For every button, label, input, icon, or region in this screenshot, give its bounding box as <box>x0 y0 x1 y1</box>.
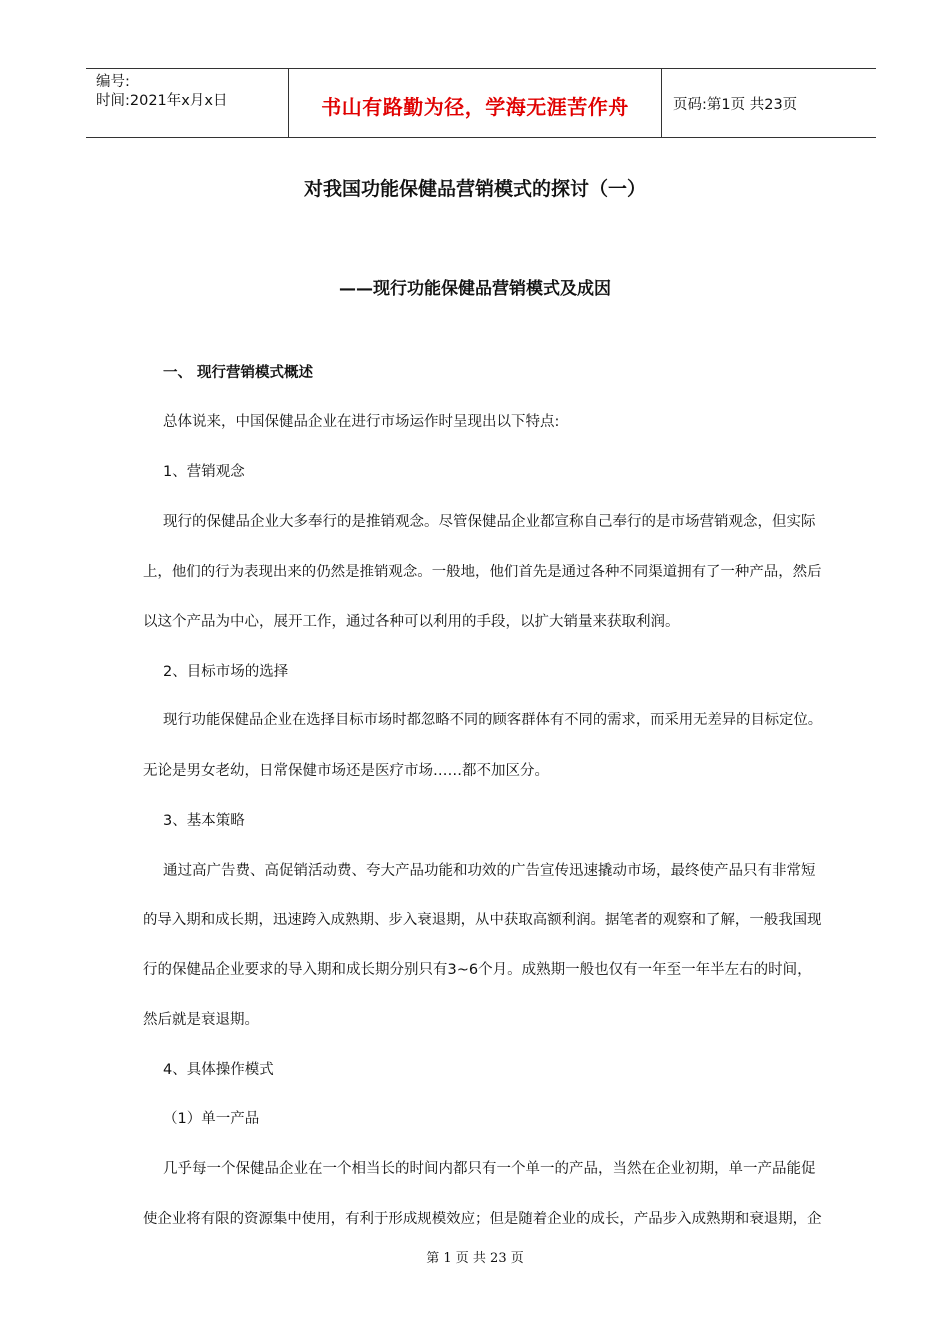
paragraph-line: 几乎每一个保健品企业在一个相当长的时间内都只有一个单一的产品，当然在企业初期，单一产品能促 <box>163 1161 816 1177</box>
paragraph-line: 以这个产品为中心，展开工作，通过各种可以利用的手段，以扩大销量来获取利润。 <box>143 614 680 630</box>
page-footer: 第 1 页 共 23 页 <box>426 1251 524 1266</box>
paragraph-line: 使企业将有限的资源集中使用，有利于形成规模效应；但是随着企业的成长，产品步入成熟期和衰退期，企 <box>143 1211 822 1227</box>
subsection-heading: 3、基本策略 <box>163 813 245 829</box>
subsection-heading: 4、具体操作模式 <box>163 1062 274 1078</box>
paragraph-line: 现行功能保健品企业在选择目标市场时都忽略不同的顾客群体有不同的需求，而采用无差异的目标定位。 <box>163 712 823 728</box>
page-info: 页码:第1页 共23页 <box>673 97 798 113</box>
header-table <box>86 68 876 138</box>
paragraph-line: 行的保健品企业要求的导入期和成长期分别只有3~6个月。成熟期一般也仅有一年至一年半左右的时间， <box>143 962 812 978</box>
paragraph-line: 通过高广告费、高促销活动费、夸大产品功能和功效的广告宣传迅速撬动市场，最终使产品只有非常短 <box>163 863 816 879</box>
time-label: 时间:2021年x月x日 <box>96 93 228 109</box>
paragraph-line: 上，他们的行为表现出来的仍然是推销观念。一般地，他们首先是通过各种不同渠道拥有了一种产品，然后 <box>143 564 822 580</box>
subsection-heading: 1、营销观念 <box>163 464 245 480</box>
document-subtitle: ——现行功能保健品营销模式及成因 <box>339 279 611 299</box>
document-title: 对我国功能保健品营销模式的探讨（一） <box>303 178 646 200</box>
paragraph-line: 然后就是衰退期。 <box>143 1012 259 1028</box>
subsection-heading: 2、目标市场的选择 <box>163 664 289 680</box>
paragraph-line: 无论是男女老幼，日常保健市场还是医疗市场……都不加区分。 <box>143 763 549 779</box>
paragraph-line: 总体说来，中国保健品企业在进行市场运作时呈现出以下特点: <box>163 414 560 430</box>
section-heading: 一、 现行营销模式概述 <box>163 365 314 381</box>
number-label: 编号: <box>96 74 130 90</box>
header-page-cell <box>661 69 876 137</box>
header-left-cell <box>86 69 288 137</box>
motto: 书山有路勤为径，学海无涯苦作舟 <box>321 95 629 119</box>
paragraph-line: 现行的保健品企业大多奉行的是推销观念。尽管保健品企业都宣称自己奉行的是市场营销观念，但实际 <box>163 514 816 530</box>
subsection-heading: （1）单一产品 <box>163 1111 260 1127</box>
header-motto-cell <box>288 69 662 137</box>
paragraph-line: 的导入期和成长期，迅速跨入成熟期、步入衰退期，从中获取高额利润。据笔者的观察和了解，一般我国现 <box>143 912 822 928</box>
